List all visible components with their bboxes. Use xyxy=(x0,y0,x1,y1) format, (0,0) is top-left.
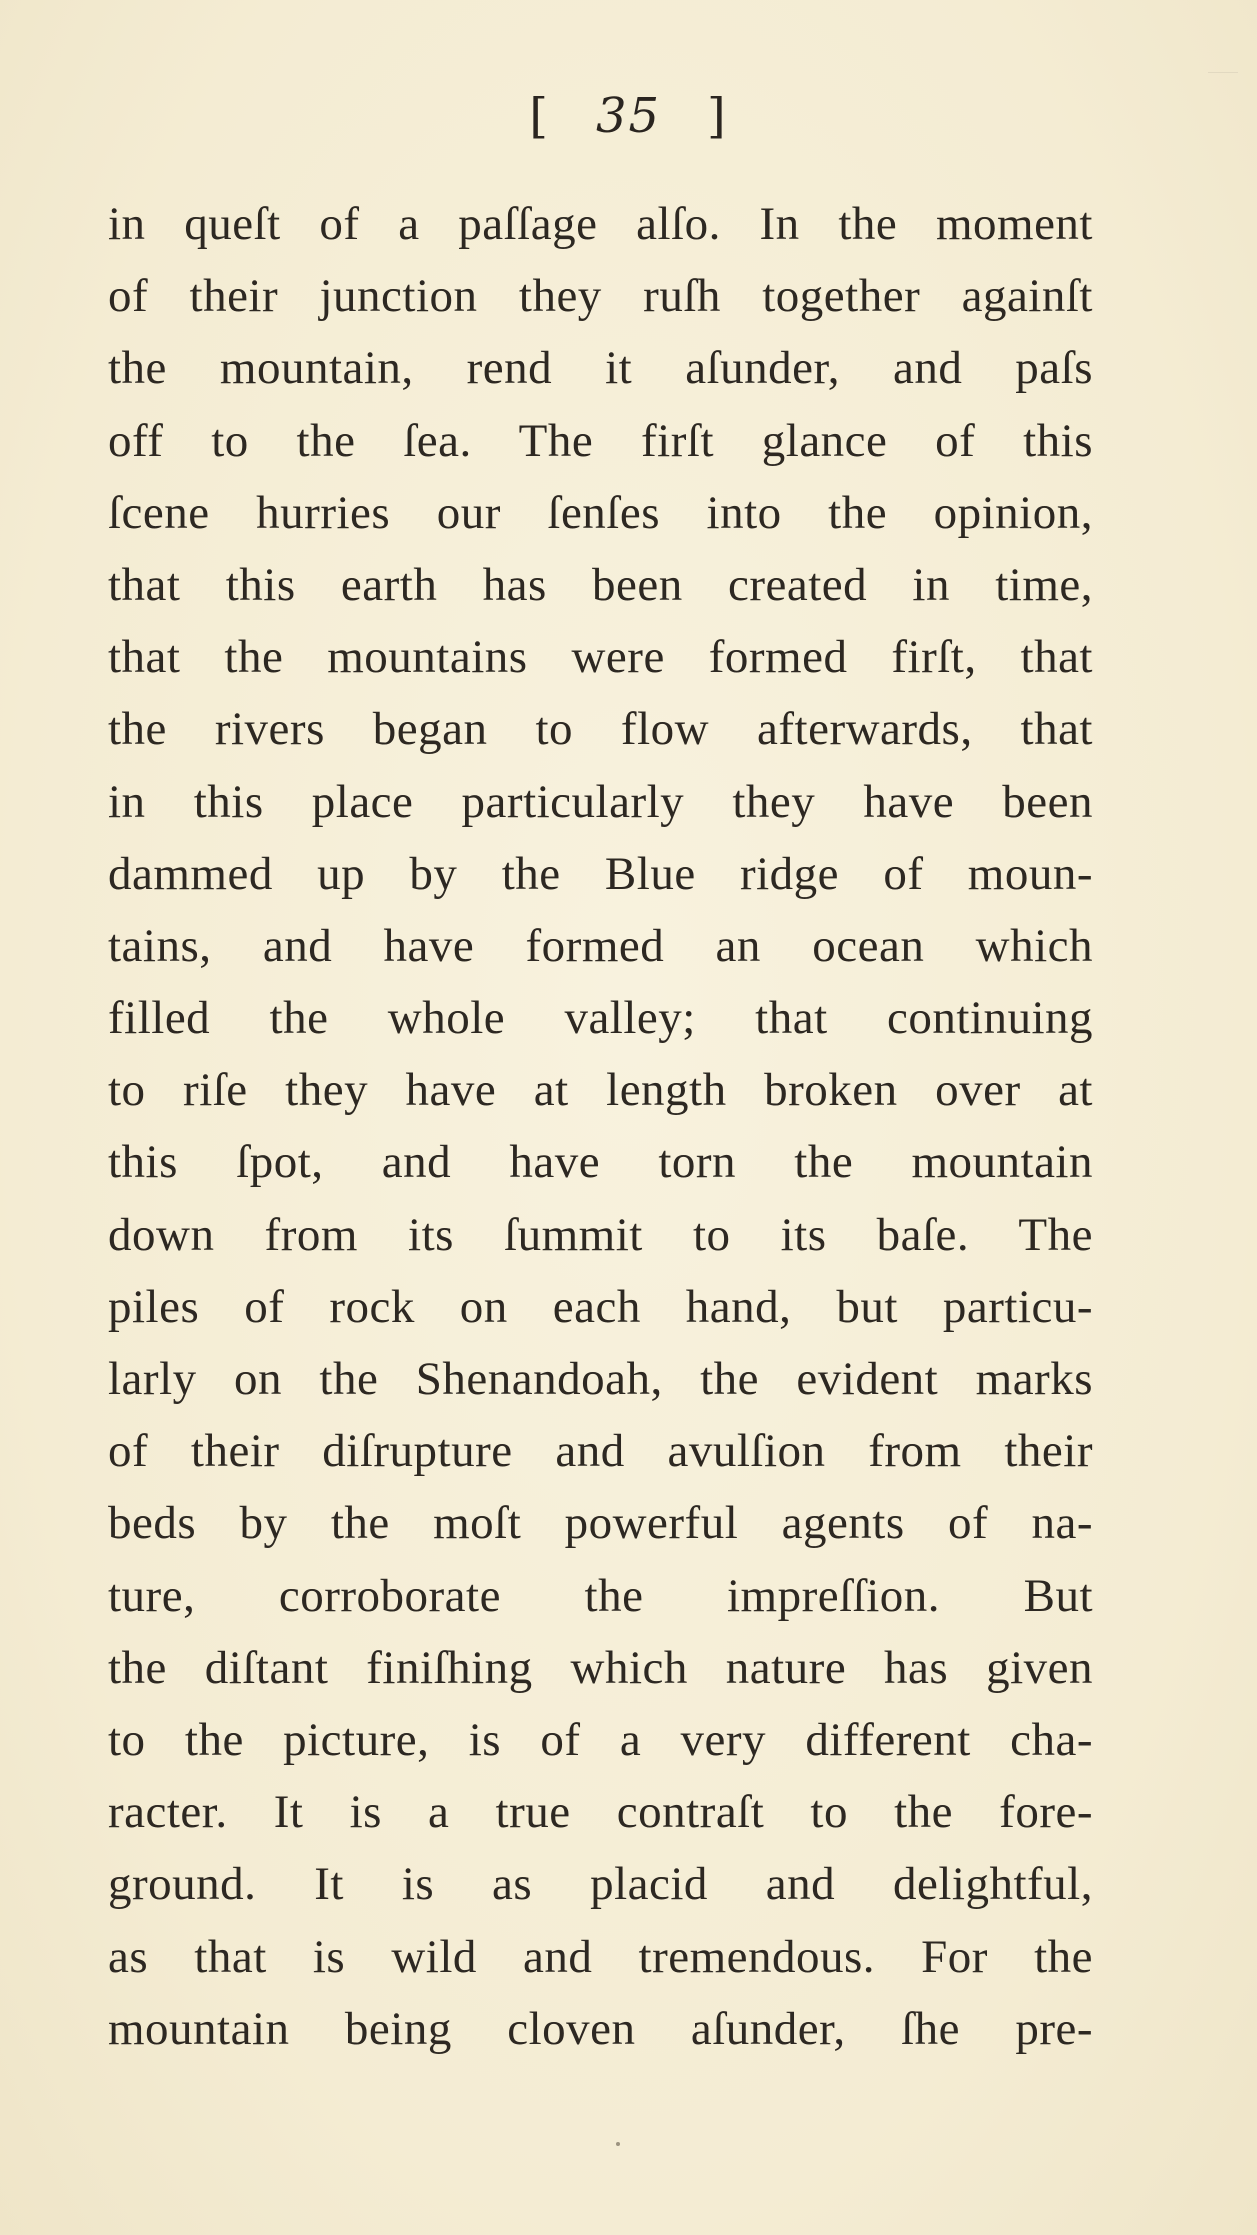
text-line: the mountain, rend it aſunder, and paſs xyxy=(108,342,1093,395)
page-number: 35 xyxy=(595,88,662,144)
text-line: the diſtant finiſhing which nature has given xyxy=(108,1641,1093,1694)
text-line: to the picture, is of a very different cha- xyxy=(108,1713,1093,1766)
text-line: tains, and have formed an ocean which xyxy=(108,919,1093,972)
text-line: of their junction they ruſh together againſt xyxy=(108,270,1093,323)
text-line: in queſt of a paſſage alſo. In the moment xyxy=(108,198,1093,250)
text-line: to riſe they have at length broken over at xyxy=(108,1064,1093,1117)
text-line: this ſpot, and have torn the mountain xyxy=(108,1136,1093,1189)
text-line: as that is wild and tremendous. For the xyxy=(108,1930,1093,1983)
text-line: dammed up by the Blue ridge of moun- xyxy=(108,847,1093,900)
text-line: the rivers began to flow afterwards, that xyxy=(108,703,1093,756)
text-line: that the mountains were formed firſt, that xyxy=(108,631,1093,684)
text-line: ground. It is as placid and delightful, xyxy=(108,1858,1093,1911)
header-right-bracket: ] xyxy=(707,88,728,144)
ink-speck xyxy=(616,2142,620,2146)
text-line: larly on the Shenandoah, the evident marks xyxy=(108,1353,1093,1405)
text-line: beds by the moſt powerful agents of na- xyxy=(108,1497,1093,1550)
text-line: ture, corroborate the impreſſion. But xyxy=(108,1569,1093,1622)
edge-mark xyxy=(1208,72,1238,73)
text-line: filled the whole valley; that continuing xyxy=(108,992,1093,1045)
header-left-bracket: [ xyxy=(529,88,550,144)
text-line: of their diſrupture and avulſion from their xyxy=(108,1425,1093,1478)
body-text xyxy=(108,188,1093,2065)
text-line: in this place particularly they have been xyxy=(108,775,1093,828)
text-line: ſcene hurries our ſenſes into the opinion, xyxy=(108,486,1093,539)
page-header xyxy=(0,88,1257,144)
text-line: down from its ſummit to its baſe. The xyxy=(108,1208,1093,1261)
text-line: racter. It is a true contraſt to the fore- xyxy=(108,1786,1093,1839)
text-line: that this earth has been created in time, xyxy=(108,558,1093,611)
text-line: off to the ſea. The firſt glance of this xyxy=(108,414,1093,467)
text-line: mountain being cloven aſunder, ſhe pre- xyxy=(108,2002,1093,2055)
text-line: piles of rock on each hand, but particu- xyxy=(108,1280,1093,1333)
